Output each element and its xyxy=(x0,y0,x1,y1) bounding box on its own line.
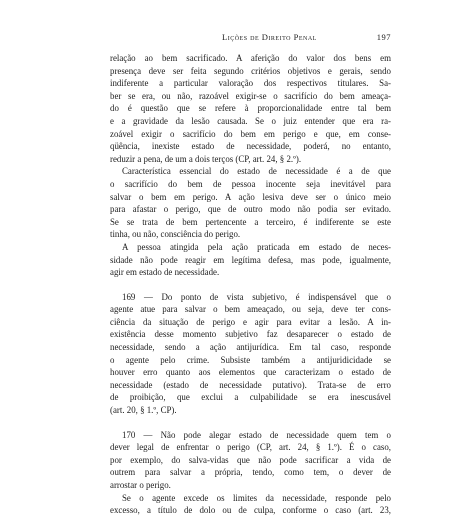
text-line: qüência, inexiste estado de necessidade, poderá, no entanto, xyxy=(110,141,391,152)
text-line: necessidade, sendo a ação antijurídica. Em tal caso, responde xyxy=(110,342,391,353)
running-head xyxy=(110,30,391,46)
section-gap xyxy=(110,417,391,429)
body-text xyxy=(110,52,391,517)
text-line: o sacrifício do bem de pessoa inocente seja inevitável para xyxy=(110,178,391,189)
text-line: sidade não pode reagir em legítima defesa, mas pode, igualmente, xyxy=(110,254,391,265)
text-line: outrem para salvar a própria, tendo, como tem, o dever de xyxy=(110,467,391,478)
text-line: arrostar o perigo. xyxy=(110,480,171,490)
text-line: tinha, ou não, consciência do perigo. xyxy=(110,229,241,240)
text-line: ber se era, ou não, razoável exigir-se o sacrifício do bem ameaça- xyxy=(110,90,391,101)
text-line: presença deve ser feita segundo critérios objetivos e gerais, sendo xyxy=(110,65,391,76)
text-line: dever legal de enfrentar o perigo (CP, art. 24, § 1.º). É o caso, xyxy=(110,442,391,453)
text-line: agir em estado de necessidade. xyxy=(110,267,220,278)
paragraph xyxy=(110,492,391,517)
text-line: agente atue para salvar o bem ameaçado, ou seja, deve ter cons- xyxy=(110,304,391,315)
text-line: por exemplo, do salva-vidas que não pode sacrificar a vida de xyxy=(110,454,391,465)
text-line: 169 — Do ponto de vista subjetivo, é indispensável que o xyxy=(122,291,391,302)
numbered-paragraph-169 xyxy=(110,291,391,417)
numbered-paragraph-170 xyxy=(110,429,391,492)
text-line: Se o agente excede os limites da necessidade, responde pelo xyxy=(122,492,391,503)
paragraph xyxy=(110,165,391,241)
text-line: houver erro quanto aos elementos que caracterizam o estado de xyxy=(110,367,391,378)
text-line: e a gravidade da lesão causada. Se o juiz entender que era ra- xyxy=(110,115,391,126)
text-line: excesso, a título de dolo ou de culpa, conforme o caso (art. 23, xyxy=(110,505,391,516)
paragraph xyxy=(110,241,391,279)
text-line: indiferente a particular valoração dos respectivos titulares. Sa- xyxy=(110,78,391,89)
text-line: Característica essencial do estado de necessidade é a de que xyxy=(122,166,391,177)
text-line: para afastar o perigo, que de outro modo não podia ser evitado. xyxy=(110,204,391,215)
paragraph xyxy=(110,52,391,165)
text-line: do é questão que se refere à proporcionalidade entre tal bem xyxy=(110,103,391,114)
text-line: (art. 20, § 1.º, CP). xyxy=(110,405,177,416)
text-line: existência desse momento subjetivo faz desaparecer o estado de xyxy=(110,329,391,340)
text-line: ciência da situação de perigo e agir para evitar a lesão. A in- xyxy=(110,316,391,327)
text-line: A pessoa atingida pela ação praticada em estado de neces- xyxy=(122,241,391,252)
text-line: 170 — Não pode alegar estado de necessidade quem tem o xyxy=(122,429,391,440)
text-line: salvar o bem em perigo. A ação lesiva deve ser o único meio xyxy=(110,191,391,202)
text-line: o agente pelo crime. Subsiste também a antijuridicidade se xyxy=(110,354,391,365)
text-line: relação ao bem sacrificado. A aferição do valor dos bens em xyxy=(110,53,391,63)
text-line: de proibição, que exclui a culpabilidade se era inescusável xyxy=(110,392,391,403)
text-line: zoável exigir o sacrifício do bem em perigo e que, em conse- xyxy=(110,128,391,139)
text-line: reduzir a pena, de um a dois terços (CP, art. 24, § 2.º). xyxy=(110,153,302,164)
text-line: necessidade (estado de necessidade putativo). Trata-se de erro xyxy=(110,379,391,390)
running-title: Lições de Direito Penal xyxy=(222,32,317,42)
section-gap xyxy=(110,279,391,291)
page-number: 197 xyxy=(376,32,391,42)
text-line: Se se trata de bem pertencente a terceiro, é indiferente se este xyxy=(110,216,391,227)
